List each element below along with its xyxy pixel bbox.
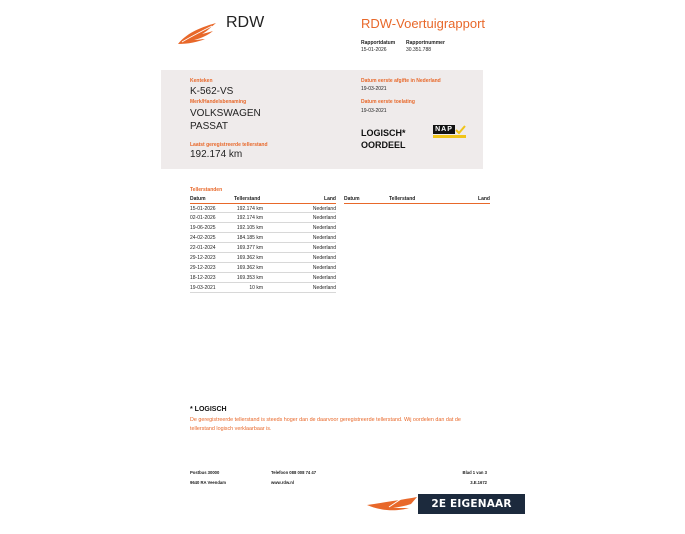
row-land: Nederland bbox=[312, 205, 336, 212]
report-number-value: 30.351.788 bbox=[406, 47, 432, 53]
footer-website: www.rdw.nl bbox=[271, 480, 294, 485]
tellerstanden-table-right bbox=[344, 195, 490, 205]
row-tellerstand: 10 km bbox=[249, 284, 263, 291]
col-header-datum: Datum bbox=[344, 196, 360, 202]
row-datum: 15-01-2026 bbox=[190, 205, 216, 212]
table-row bbox=[190, 233, 336, 243]
row-land: Nederland bbox=[312, 245, 336, 252]
merk-value: VOLKSWAGEN bbox=[190, 108, 261, 119]
row-tellerstand: 192.105 km bbox=[236, 225, 263, 232]
row-datum: 18-12-2023 bbox=[190, 274, 216, 281]
merk-label: Merk/Handelsbenaming bbox=[190, 99, 247, 105]
logisch-note-title: * LOGISCH bbox=[190, 406, 227, 413]
table-row bbox=[190, 253, 336, 263]
row-datum: 02-01-2026 bbox=[190, 215, 216, 222]
col-header-datum: Datum bbox=[190, 196, 206, 202]
row-datum: 29-12-2023 bbox=[190, 264, 216, 271]
row-tellerstand: 169.353 km bbox=[236, 274, 263, 281]
nap-badge-icon bbox=[433, 125, 466, 139]
toelating-label: Datum eerste toelating bbox=[361, 99, 415, 105]
nap-bar bbox=[433, 135, 466, 138]
table-row bbox=[190, 204, 336, 214]
tellerstanden-title: Tellerstanden bbox=[190, 187, 223, 193]
kenteken-value: K-562-VS bbox=[190, 86, 234, 97]
table-row bbox=[190, 273, 336, 283]
row-datum: 22-01-2024 bbox=[190, 245, 216, 252]
oordeel-sublabel: OORDEEL bbox=[361, 140, 406, 150]
brand-name: RDW bbox=[226, 14, 265, 31]
oordeel-label: LOGISCH* bbox=[361, 128, 406, 138]
report-number-label: Rapportnummer bbox=[406, 40, 445, 46]
row-tellerstand: 169.362 km bbox=[236, 255, 263, 261]
nap-label: NAP bbox=[433, 125, 455, 134]
footer-code: 3.E.1672 bbox=[470, 480, 487, 485]
tellerstanden-table-left bbox=[190, 195, 336, 295]
row-land: Nederland bbox=[312, 235, 336, 242]
watermark-text: 2E EIGENAAR ORG. NL bbox=[418, 494, 525, 514]
col-header-tellerstand: Tellerstand bbox=[234, 196, 261, 202]
checkmark-icon bbox=[455, 125, 466, 134]
tellerstand-value: 192.174 km bbox=[190, 149, 243, 160]
table-row bbox=[190, 213, 336, 223]
row-land: Nederland bbox=[312, 274, 336, 281]
col-header-tellerstand: Tellerstand bbox=[389, 196, 416, 202]
row-land: Nederland bbox=[312, 284, 336, 291]
afgifte-value: 19-03-2021 bbox=[361, 86, 387, 92]
row-tellerstand: 192.174 km bbox=[236, 205, 263, 212]
report-title: RDW-Voertuigrapport bbox=[361, 16, 486, 31]
table-row bbox=[190, 223, 336, 233]
watermark-logo-icon bbox=[365, 495, 423, 513]
tellerstand-label: Laatst geregistreerde tellerstand bbox=[190, 142, 268, 148]
table-row bbox=[190, 243, 336, 253]
rdw-logo-icon bbox=[176, 20, 220, 46]
row-tellerstand: 169.362 km bbox=[236, 264, 263, 271]
afgifte-label: Datum eerste afgifte in Nederland bbox=[361, 78, 441, 84]
row-land: Nederland bbox=[312, 215, 336, 222]
table-row bbox=[190, 263, 336, 273]
col-header-land: Land bbox=[324, 196, 336, 202]
logisch-note-text: De geregistreerde tellerstand is steeds hoger dan de daarvoor geregistreerde tellerstand. Wij oordelen dan dat de tellerstand logisch verklaarbaar is. bbox=[190, 417, 461, 432]
row-land: Nederland bbox=[312, 225, 336, 232]
report-date-value: 15-01-2026 bbox=[361, 47, 387, 53]
row-tellerstand: 184.185 km bbox=[236, 235, 263, 242]
toelating-value: 19-03-2021 bbox=[361, 108, 387, 114]
row-land: Nederland bbox=[312, 264, 336, 271]
table-row bbox=[190, 283, 336, 293]
header-divider bbox=[344, 203, 490, 204]
report-date-label: Rapportdatum bbox=[361, 40, 396, 46]
footer-postbus: Postbus 30000 bbox=[190, 470, 220, 475]
col-header-land: Land bbox=[478, 196, 490, 202]
row-tellerstand: 169.377 km bbox=[236, 245, 263, 252]
footer-address: 9640 RA Veendam bbox=[190, 480, 226, 485]
row-land: Nederland bbox=[312, 255, 336, 261]
row-tellerstand: 192.174 km bbox=[236, 215, 263, 222]
row-datum: 19-06-2025 bbox=[190, 225, 216, 232]
row-datum: 29-12-2023 bbox=[190, 255, 216, 261]
kenteken-label: Kenteken bbox=[190, 78, 213, 84]
watermark-banner bbox=[365, 494, 525, 530]
row-datum: 24-02-2025 bbox=[190, 235, 216, 242]
model-value: PASSAT bbox=[190, 121, 228, 132]
footer-page: Blad 1 van 3 bbox=[462, 470, 487, 475]
footer-phone: Telefoon 088 008 74 47 bbox=[271, 470, 317, 475]
row-datum: 19-03-2021 bbox=[190, 284, 216, 291]
